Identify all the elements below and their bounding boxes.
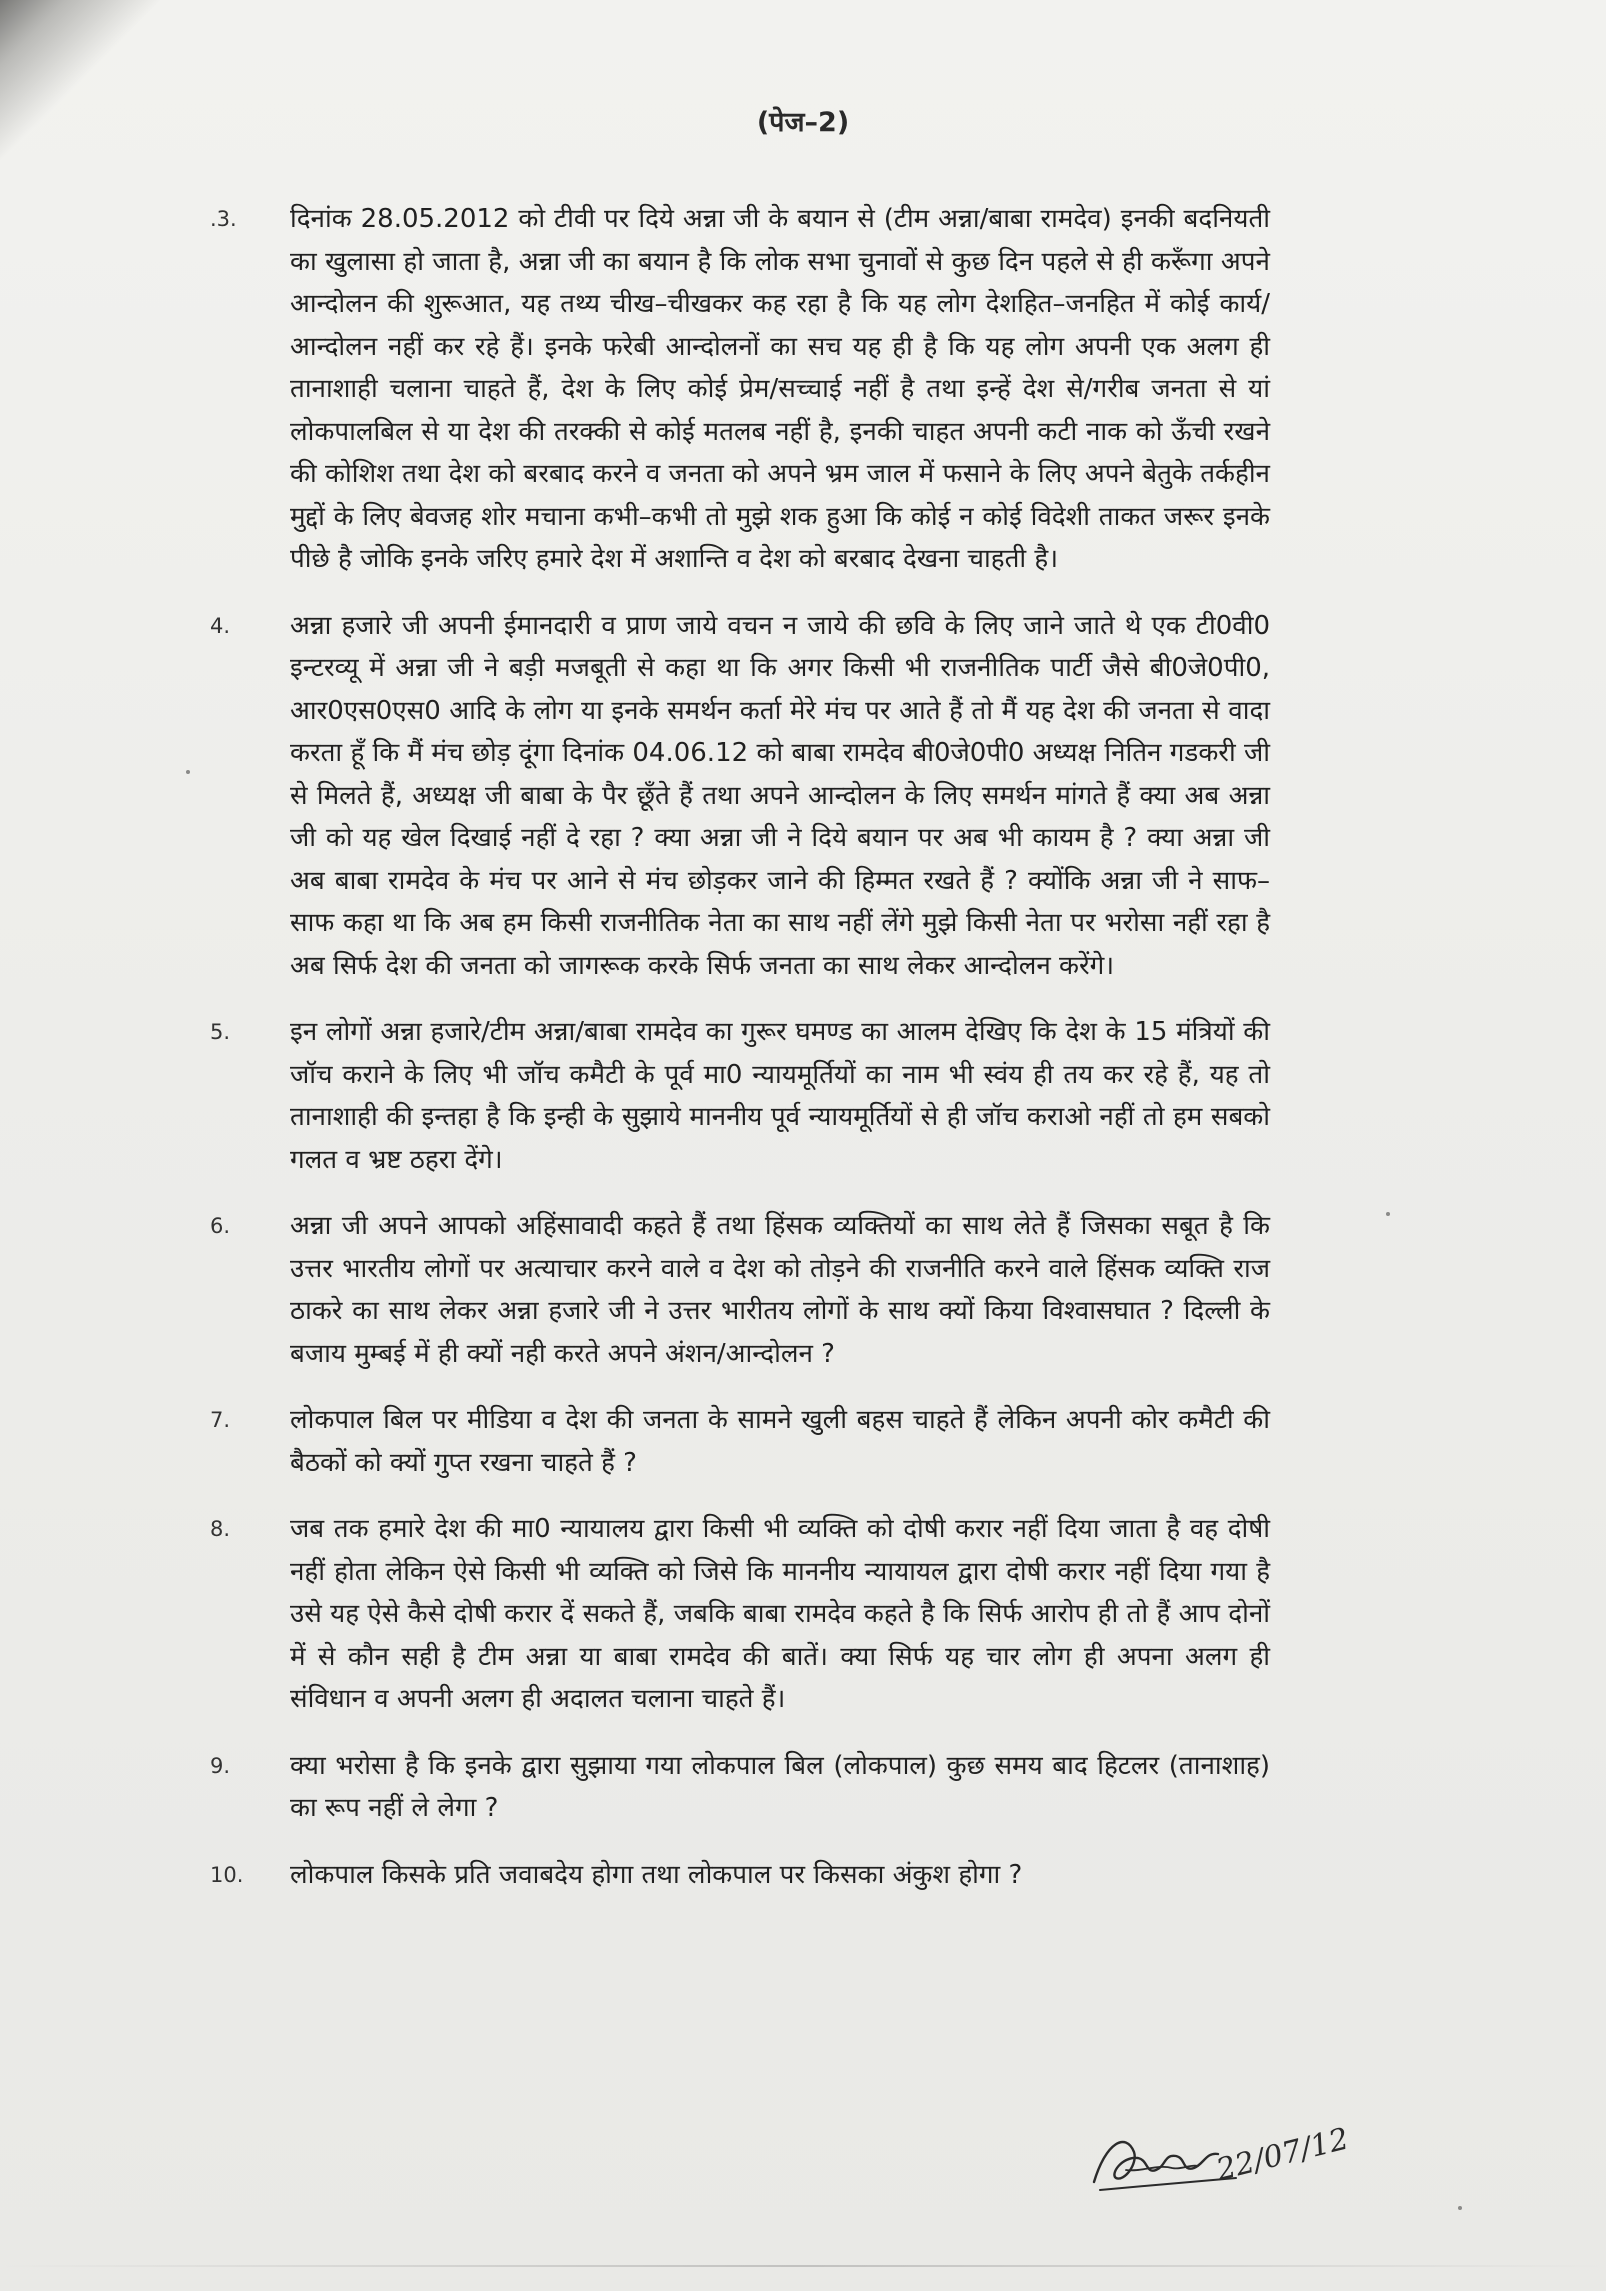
item-number: 9.	[210, 1753, 231, 1778]
bottom-scan-line	[0, 2265, 1606, 2267]
list-item	[190, 1854, 1270, 1897]
signature-stroke	[1094, 2142, 1218, 2182]
item-text: इन लोगों अन्ना हजारे/टीम अन्ना/बाबा रामदेव का गुरूर घमण्ड का आलम देखिए कि देश के 15 मंत्रियों की जॉच कराने के लिए भी जॉच कमैटी के पूर्व मा0 न्यायमूर्तियों का नाम भी स्वंय ही तय कर रहे हैं, यह तो तानाशाही की इन्तहा है कि इन्ही के सुझाये माननीय पूर्व न्यायमूर्तियों से ही जॉच कराओ नहीं तो हम सबको गलत व भ्रष्ट ठहरा देंगे।	[290, 1017, 1270, 1175]
list-item	[190, 605, 1270, 988]
scan-speck	[1458, 2206, 1462, 2210]
scan-speck	[186, 770, 190, 774]
signature-underline	[1100, 2178, 1236, 2190]
list-item	[190, 1205, 1270, 1375]
list-item	[190, 1745, 1270, 1830]
page-corner-shadow	[0, 0, 160, 200]
numbered-list	[190, 198, 1270, 1920]
list-item	[190, 1011, 1270, 1181]
item-text: जब तक हमारे देश की मा0 न्यायालय द्वारा किसी भी व्यक्ति को दोषी करार नहीं दिया जाता है वह दोषी नहीं होता लेकिन ऐसे किसी भी व्यक्ति को जिसे कि माननीय न्यायायल द्वारा दोषी करार नहीं दिया गया है उसे यह ऐसे कैसे दोषी करार दें सकते हैं, जबकि बाबा रामदेव कहते है कि सिर्फ आरोप ही तो हैं आप दोनों में से कौन सही है टीम अन्ना या बाबा रामदेव की बातें। क्या सिर्फ यह चार लोग ही अपना अलग ही संविधान व अपनी अलग ही अदालत चलाना चाहते हैं।	[290, 1514, 1270, 1714]
item-text: लोकपाल किसके प्रति जवाबदेय होगा तथा लोकपाल पर किसका अंकुश होगा ?	[290, 1859, 1023, 1890]
item-number: 8.	[210, 1517, 231, 1541]
handwritten-signature	[1086, 2112, 1353, 2212]
list-item	[190, 198, 1270, 581]
item-number: 6.	[210, 1214, 231, 1238]
item-number: 5.	[210, 1020, 231, 1044]
item-text: अन्ना जी अपने आपको अहिंसावादी कहते हैं तथा हिंसक व्यक्तियों का साथ लेते हैं जिसका सबूत है कि उत्तर भारतीय लोगों पर अत्याचार करने वाले व देश को तोड़ने की राजनीति करने वाले हिंसक व्यक्ति राज ठाकरे का साथ लेकर अन्ना हजारे जी ने उत्तर भारीतय लोगों के साथ क्यों किया विश्वासघात ? दिल्ली के बजाय मुम्बई में ही क्यों नही करते अपने अंशन/आन्दोलन ?	[290, 1211, 1270, 1369]
item-text: अन्ना हजारे जी अपनी ईमानदारी व प्राण जाये वचन न जाये की छवि के लिए जाने जाते थे एक टी0वी0 इन्टरव्यू में अन्ना जी ने बड़ी मजबूती से कहा था कि अगर किसी भी राजनीतिक पार्टी जैसे बी0जे0पी0, आर0एस0एस0 आदि के लोग या इनके समर्थन कर्ता मेरे मंच पर आते हैं तो मैं यह देश की जनता से वादा करता हूँ कि मैं मंच छोड़ दूंगा दिनांक 04.06.12 को बाबा रामदेव बी0जे0पी0 अध्यक्ष नितिन गडकरी जी से मिलते हैं, अध्यक्ष जी बाबा के पैर छूँते हैं तथा अपने आन्दोलन के लिए समर्थन मांगते हैं क्या अब अन्ना जी को यह खेल दिखाई नहीं दे रहा ? क्या अन्ना जी ने दिये बयान पर अब भी कायम है ? क्या अन्ना जी अब बाबा रामदेव के मंच पर आने से मंच छोड़कर जाने की हिम्मत रखते हैं ? क्योंकि अन्ना जी ने साफ–साफ कहा था कि अब हम किसी राजनीतिक नेता का साथ नहीं लेंगे मुझे किसी नेता पर भरोसा नहीं रहा है अब सिर्फ देश की जनता को जागरूक करके सिर्फ जनता का साथ लेकर आन्दोलन करेंगे।	[290, 610, 1270, 981]
item-number: 7.	[210, 1408, 231, 1432]
item-text: लोकपाल बिल पर मीडिया व देश की जनता के सामने खुली बहस चाहते हैं लेकिन अपनी कोर कमैटी की बैठकों को क्यों गुप्त रखना चाहते हैं ?	[290, 1405, 1270, 1478]
item-number: 4.	[210, 613, 231, 638]
scan-speck	[1386, 1212, 1390, 1216]
list-item	[190, 1508, 1270, 1721]
item-text: दिनांक 28.05.2012 को टीवी पर दिये अन्ना जी के बयान से (टीम अन्ना/बाबा रामदेव) इनकी बदनियती का खुलासा हो जाता है, अन्ना जी का बयान है कि लोक सभा चुनावों से कुछ दिन पहले से ही करूँगा अपने आन्दोलन की शुरूआत, यह तथ्य चीख–चीखकर कह रहा है कि यह लोग देशहित–जनहित में कोई कार्य/आन्दोलन नहीं कर रहे हैं। इनके फरेबी आन्दोलनों का सच यह ही है कि यह लोग अपनी एक अलग ही तानाशाही चलाना चाहते हैं, देश के लिए कोई प्रेम/सच्चाई नहीं है तथा इन्हें देश से/गरीब जनता से यां लोकपालबिल से या देश की तरक्की से कोई मतलब नहीं है, इनकी चाहत अपनी कटी नाक को ऊँची रखने की कोशिश तथा देश को बरबाद करने व जनता को अपने भ्रम जाल में फसाने के लिए अपने बेतुके तर्कहीन मुद्दों के लिए बेवजह शोर मचाना कभी–कभी तो मुझे शक हुआ कि कोई न कोई विदेशी ताकत जरूर इनके पीछे है जोकि इनके जरिए हमारे देश में अशान्ति व देश को बरबाद देखना चाहती है।	[290, 204, 1271, 574]
item-text: क्या भरोसा है कि इनके द्वारा सुझाया गया लोकपाल बिल (लोकपाल) कुछ समय बाद हिटलर (तानाशाह) का रूप नहीं ले लेगा ?	[290, 1750, 1270, 1823]
item-number: 10.	[210, 1862, 244, 1887]
list-item	[190, 1399, 1270, 1484]
signature-date: 22/07/12	[1212, 2121, 1353, 2188]
item-number: .3.	[210, 207, 237, 231]
page-header: (पेज–2)	[756, 107, 850, 138]
